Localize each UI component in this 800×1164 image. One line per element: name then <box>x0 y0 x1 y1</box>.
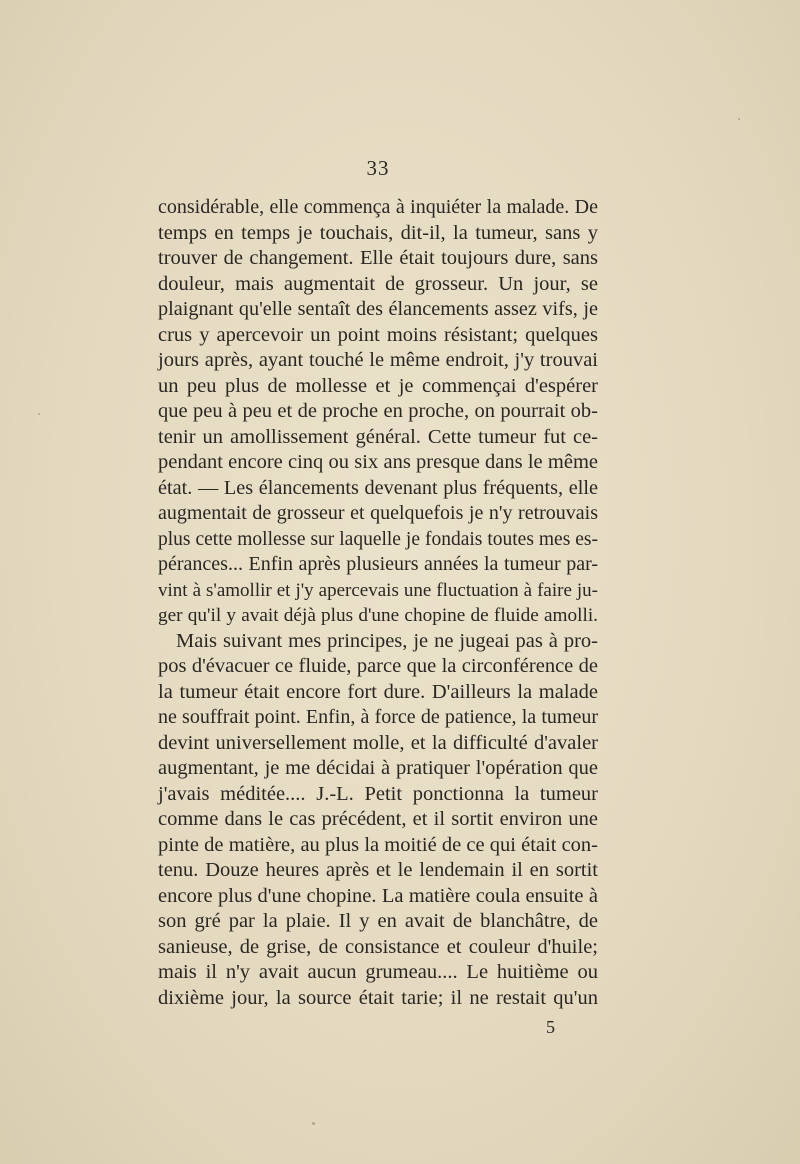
text-line: ne souffrait point. Enfin, à force de patience, la tumeur <box>158 706 598 728</box>
text-line: plus cette mollesse sur laquelle je fondais toutes mes es- <box>158 528 598 550</box>
body-text <box>158 195 598 1011</box>
text-line: que peu à peu et de proche en proche, on pourrait ob- <box>158 400 598 422</box>
paper-speck <box>38 413 40 415</box>
signature-mark: 5 <box>546 1017 555 1037</box>
paper-speck <box>312 1122 315 1125</box>
text-line: temps en temps je touchais, dit-il, la tumeur, sans y <box>158 221 598 244</box>
text-line: pos d'évacuer ce fluide, parce que la circonférence de <box>158 655 598 677</box>
text-line: pendant encore cinq ou six ans presque dans le même <box>158 451 598 473</box>
text-line: pérances... Enfin après plusieurs années la tumeur par- <box>158 553 598 575</box>
text-line: encore plus d'une chopine. La matière coula ensuite à <box>158 884 598 907</box>
text-line: dixième jour, la source était tarie; il ne restait qu'un <box>158 986 598 1009</box>
text-line: son gré par la plaie. Il y en avait de blanchâtre, de <box>158 910 598 932</box>
text-line: trouver de changement. Elle était toujours dure, sans <box>158 247 598 269</box>
text-line: augmentant, je me décidai à pratiquer l'opération que <box>158 757 598 779</box>
text-line: sanieuse, de grise, de consistance et couleur d'huile; <box>158 935 598 958</box>
text-line: état. — Les élancements devenant plus fréquents, elle <box>158 476 598 499</box>
text-line: augmentait de grosseur et quelquefois je n'y retrouvais <box>158 502 598 524</box>
text-line: tenu. Douze heures après et le lendemain il en sortit <box>158 859 598 881</box>
text-line: jours après, ayant touché le même endroit, j'y trouvai <box>158 349 598 371</box>
text-line: devint universellement molle, et la difficulté d'avaler <box>158 731 598 754</box>
text-line: pinte de matière, au plus la moitié de ce qui était con- <box>158 833 598 856</box>
text-line: comme dans le cas précédent, et il sortit environ une <box>158 808 598 830</box>
text-line-paragraph-start: Mais suivant mes principes, je ne jugeai pas à pro- <box>176 629 598 652</box>
text-line: un peu plus de mollesse et je commençai d'espérer <box>158 374 598 397</box>
text-line: tenir un amollissement général. Cette tumeur fut ce- <box>158 425 598 448</box>
text-line: mais il n'y avait aucun grumeau.... Le huitième ou <box>158 961 598 983</box>
text-line: crus y apercevoir un point moins résistant; quelques <box>158 323 598 346</box>
text-line: plaignant qu'elle sentaît des élancements assez vifs, je <box>158 298 598 320</box>
text-line: douleur, mais augmentait de grosseur. Un jour, se <box>158 272 598 295</box>
paper-speck <box>738 118 740 120</box>
text-line: la tumeur était encore fort dure. D'ailleurs la malade <box>158 680 598 703</box>
text-line: vint à s'amollir et j'y apercevais une fluctuation à faire ju- <box>158 579 598 601</box>
page-number: 33 <box>366 156 390 180</box>
text-line: j'avais méditée.... J.-L. Petit ponctionna la tumeur <box>158 782 598 805</box>
text-line: considérable, elle commença à inquiéter la malade. De <box>158 196 598 218</box>
text-line: ger qu'il y avait déjà plus d'une chopine de fluide amolli. <box>158 605 598 626</box>
